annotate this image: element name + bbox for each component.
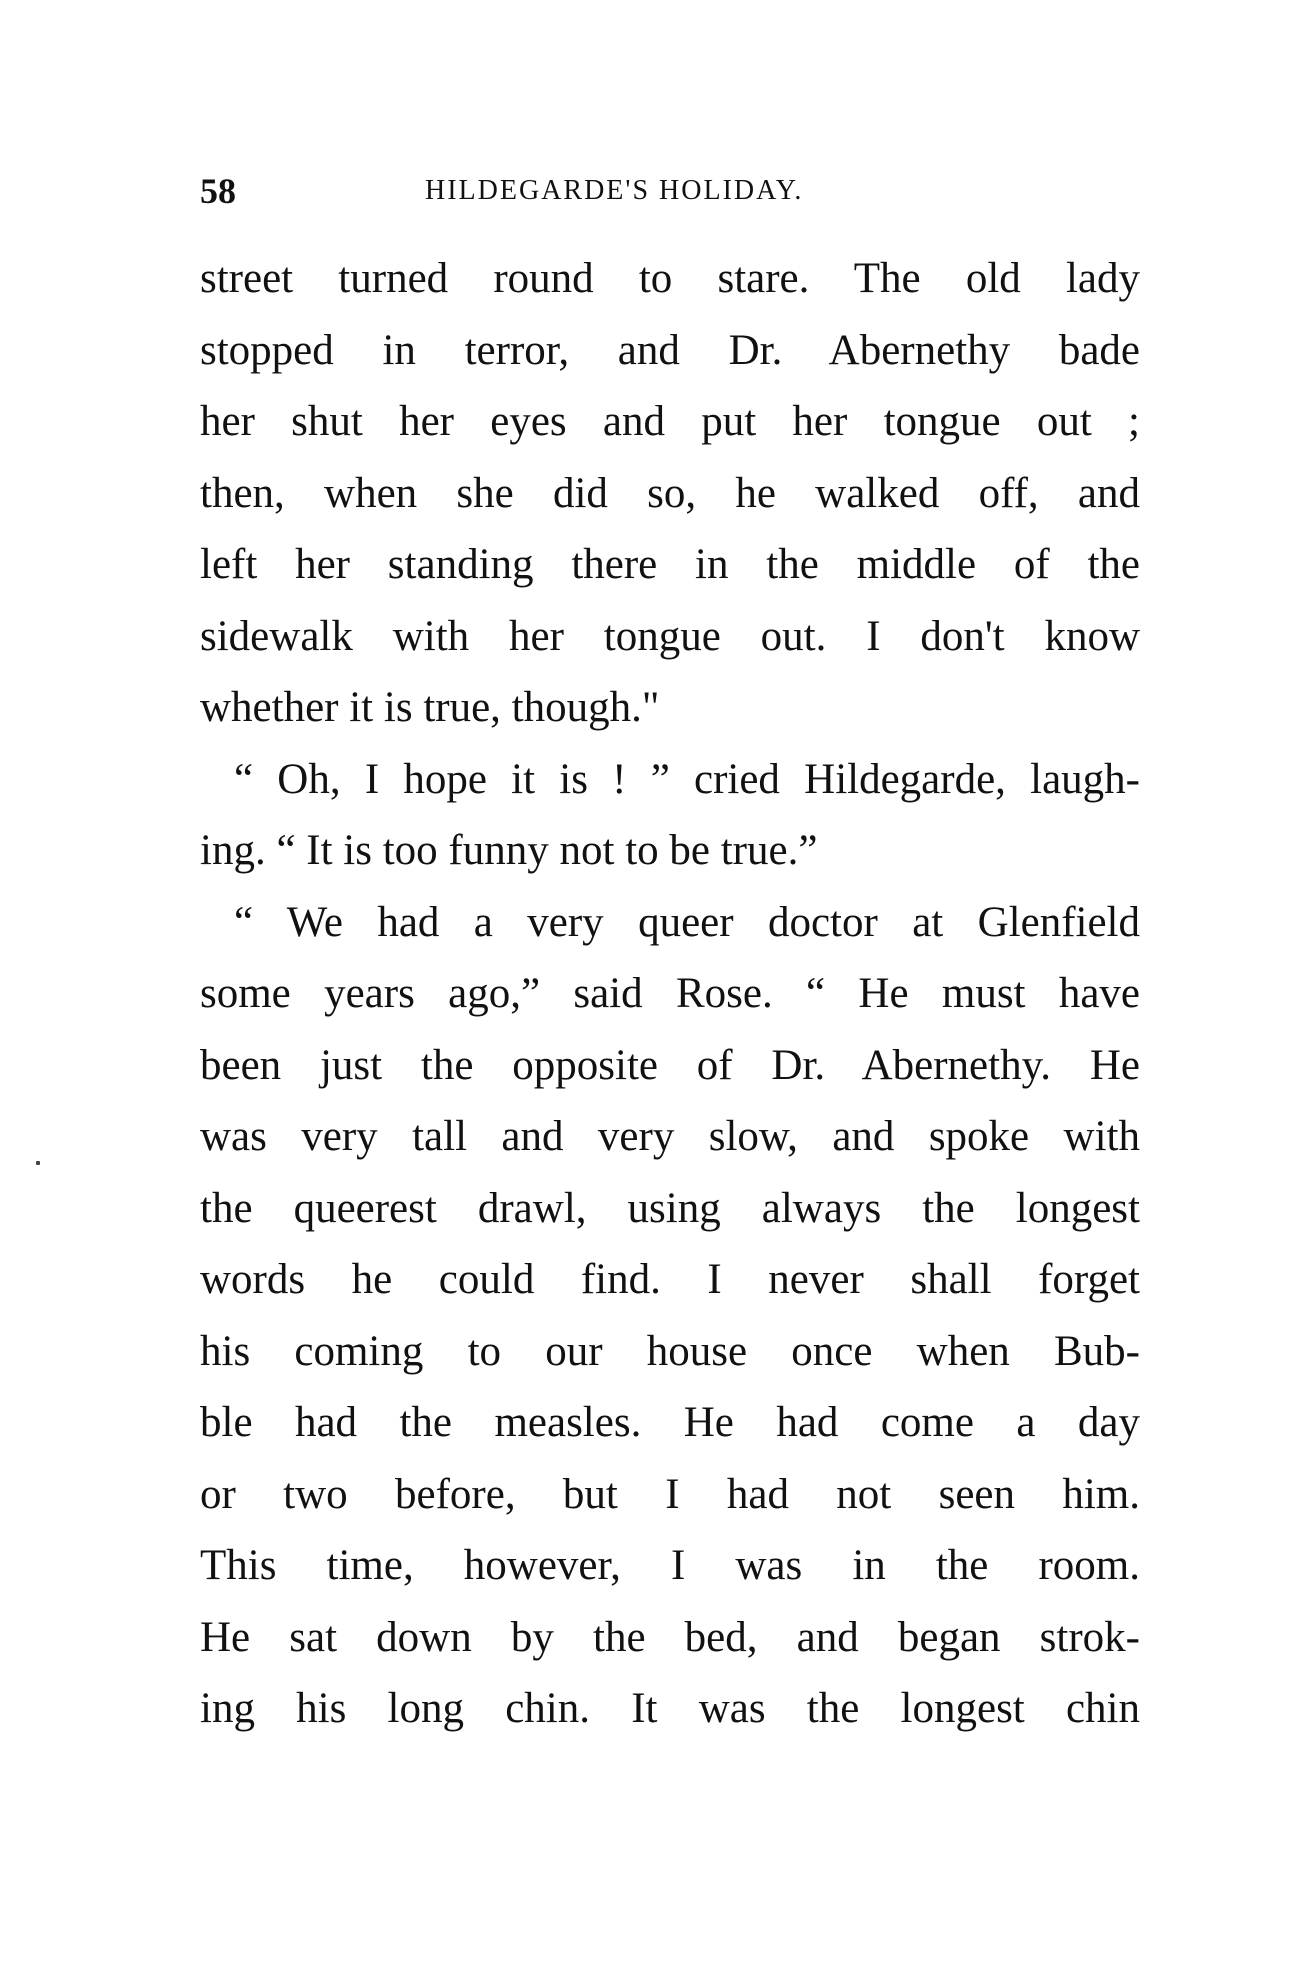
text-line: was very tall and very slow, and spoke with — [200, 1113, 1140, 1160]
text-line: “ Oh, I hope it is ! ” cried Hildegarde, laugh- — [234, 755, 1140, 803]
text-line: been just the opposite of Dr. Abernethy. He — [200, 1041, 1140, 1089]
text-line: ing his long chin. It was the longest chin — [200, 1685, 1140, 1732]
text-line: ble had the measles. He had come a day — [200, 1399, 1140, 1446]
text-line: the queerest drawl, using always the longest — [200, 1184, 1140, 1232]
page-header — [200, 170, 960, 220]
running-title: HILDEGARDE'S HOLIDAY. — [425, 175, 804, 206]
text-line: “ We had a very queer doctor at Glenfield — [234, 898, 1140, 946]
text-line: then, when she did so, he walked off, and — [200, 469, 1140, 517]
text-line: words he could find. I never shall forget — [200, 1256, 1140, 1303]
text-line: her shut her eyes and put her tongue out ; — [200, 398, 1140, 445]
text-line: street turned round to stare. The old lady — [200, 255, 1140, 302]
margin-speck — [36, 1161, 40, 1165]
text-line: sidewalk with her tongue out. I don't know — [200, 612, 1140, 660]
text-line: his coming to our house once when Bub- — [200, 1327, 1140, 1375]
page-number: 58 — [200, 171, 236, 211]
text-line: whether it is true, though." — [200, 684, 660, 731]
text-line: left her standing there in the middle of the — [200, 541, 1140, 588]
text-line: some years ago,” said Rose. “ He must have — [200, 970, 1140, 1017]
text-line: stopped in terror, and Dr. Abernethy bade — [200, 326, 1140, 374]
text-line: ing. “ It is too funny not to be true.” — [200, 827, 818, 874]
text-line: This time, however, I was in the room. — [200, 1542, 1140, 1589]
text-line: or two before, but I had not seen him. — [200, 1470, 1140, 1518]
body-text — [200, 243, 1150, 1745]
text-line: He sat down by the bed, and began strok- — [200, 1613, 1140, 1661]
